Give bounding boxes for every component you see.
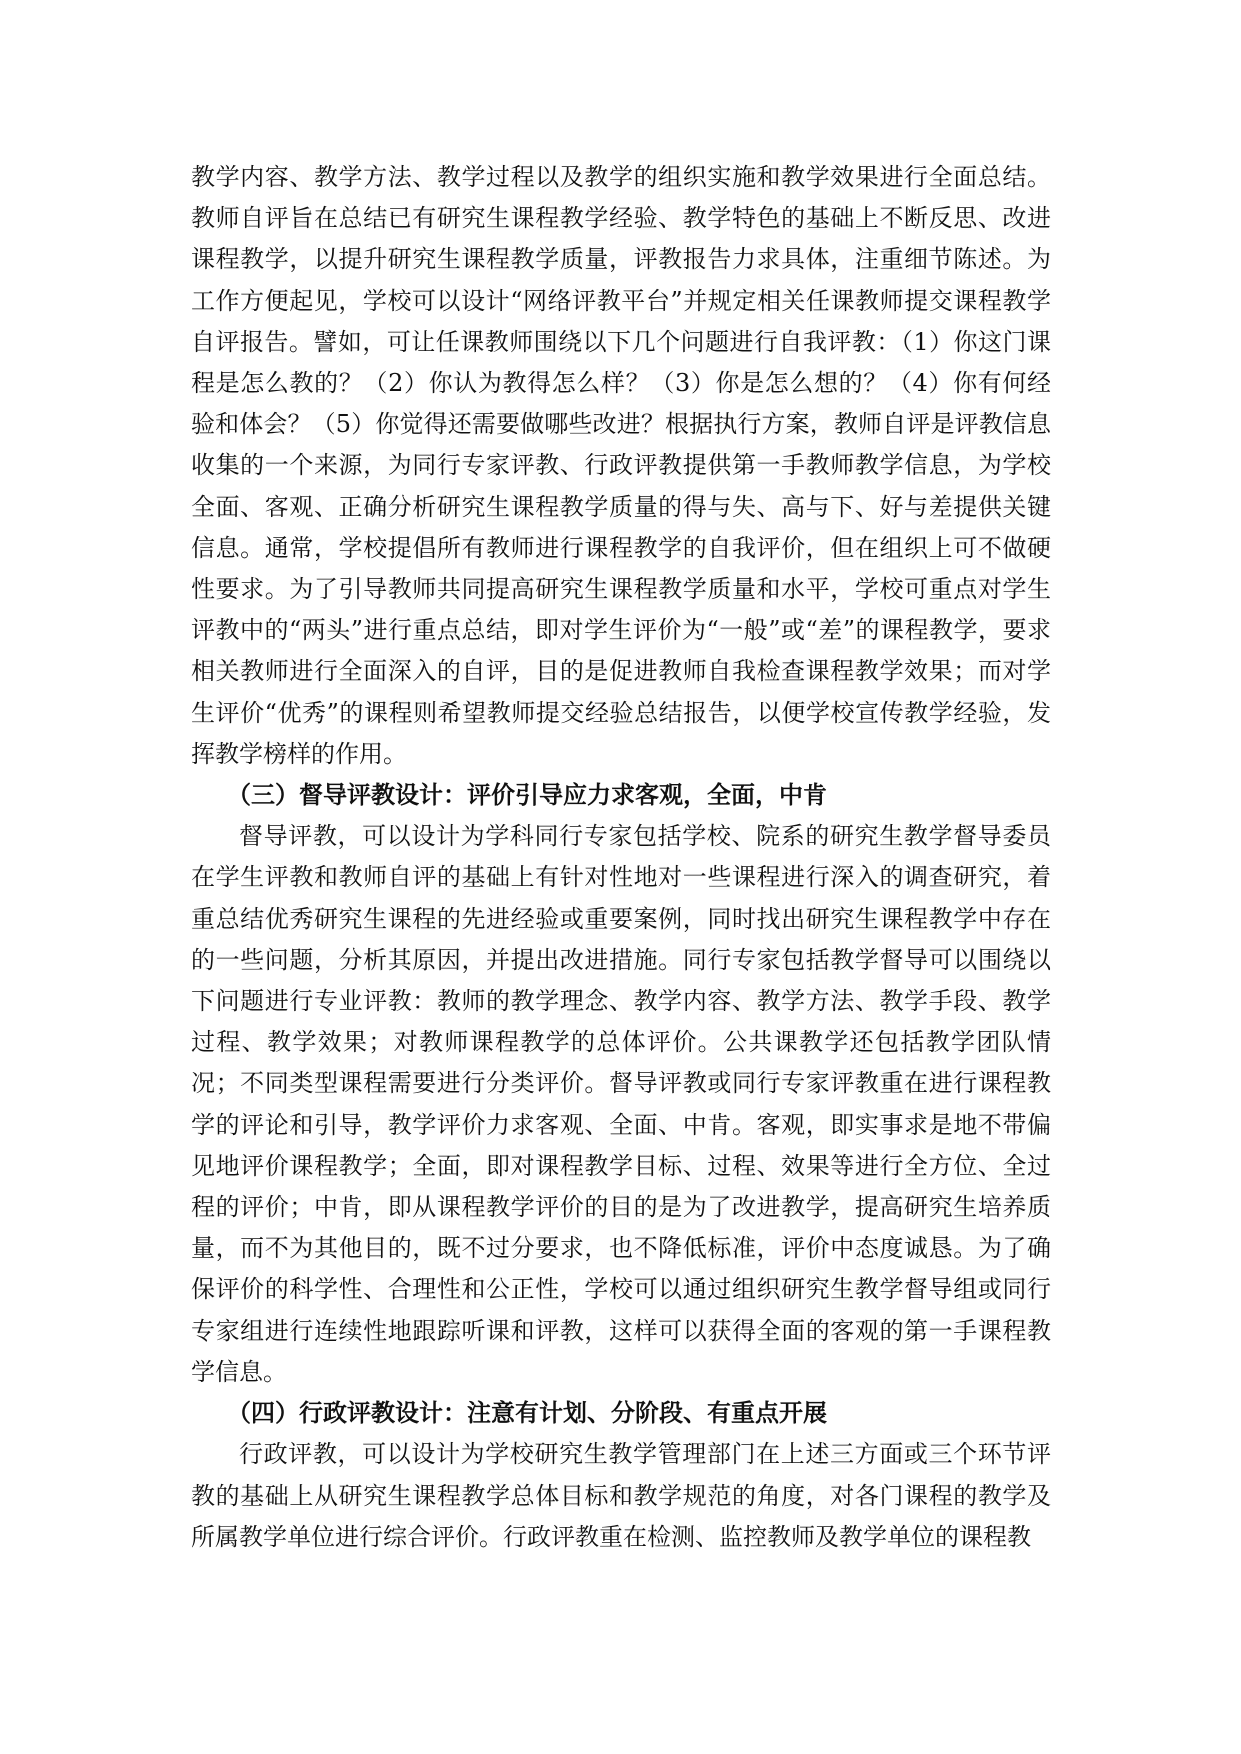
section-4-heading: （四）行政评教设计：注意有计划、分阶段、有重点开展 <box>227 1399 827 1428</box>
section-4-paragraph: 行政评教，可以设计为学校研究生教学管理部门在上述三方面或三个环节评教的基础上从研究生课程教学总体目标和教学规范的角度，对各门课程的教学及所属教学单位进行综合评价。行政评教重在检测、监控教师及教学单位的课程教 <box>191 1440 1051 1551</box>
section-3-paragraph: 督导评教，可以设计为学科同行专家包括学校、院系的研究生教学督导委员在学生评教和教师自评的基础上有针对性地对一些课程进行深入的调查研究，着重总结优秀研究生课程的先进经验或重要案例，同时找出研究生课程教学中存在的一些问题，分析其原因，并提出改进措施。同行专家包括教学督导可以围绕以下问题进行专业评教：教师的教学理念、教学内容、教学方法、教学手段、教学过程、教学效果；对教师课程教学的总体评价。公共课教学还包括教学团队情况；不同类型课程需要进行分类评价。督导评教或同行专家评教重在进行课程教学的评论和引导，教学评价力求客观、全面、中肯。客观，即实事求是地不带偏见地评价课程教学；全面，即对课程教学目标、过程、效果等进行全方位、全过程的评价；中肯，即从课程教学评价的目的是为了改进教学，提高研究生培养质量，而不为其他目的，既不过分要求，也不降低标准，评价中态度诚恳。为了确保评价的科学性、合理性和公正性，学校可以通过组织研究生教学督导组或同行专家组进行连续性地跟踪听课和评教，这样可以获得全面的客观的第一手课程教学信息。 <box>191 822 1051 1386</box>
section-3-heading: （三）督导评教设计：评价引导应力求客观，全面，中肯 <box>227 781 827 810</box>
document-page <box>191 157 1051 1558</box>
continued-paragraph: 教学内容、教学方法、教学过程以及教学的组织实施和教学效果进行全面总结。教师自评旨在总结已有研究生课程教学经验、教学特色的基础上不断反思、改进课程教学，以提升研究生课程教学质量，评教报告力求具体，注重细节陈述。为工作方便起见，学校可以设计“网络评教平台”并规定相关任课教师提交课程教学自评报告。譬如，可让任课教师围绕以下几个问题进行自我评教：（1）你这门课程是怎么教的？（2）你认为教得怎么样？（3）你是怎么想的？（4）你有何经验和体会？（5）你觉得还需要做哪些改进？根据执行方案，教师自评是评教信息收集的一个来源，为同行专家评教、行政评教提供第一手教师教学信息，为学校全面、客观、正确分析研究生课程教学质量的得与失、高与下、好与差提供关键信息。通常，学校提倡所有教师进行课程教学的自我评价，但在组织上可不做硬性要求。为了引导教师共同提高研究生课程教学质量和水平，学校可重点对学生评教中的“两头”进行重点总结，即对学生评价为“一般”或“差”的课程教学，要求相关教师进行全面深入的自评，目的是促进教师自我检查课程教学效果；而对学生评价“优秀”的课程则希望教师提交经验总结报告，以便学校宣传教学经验，发挥教学榜样的作用。 <box>191 163 1051 768</box>
